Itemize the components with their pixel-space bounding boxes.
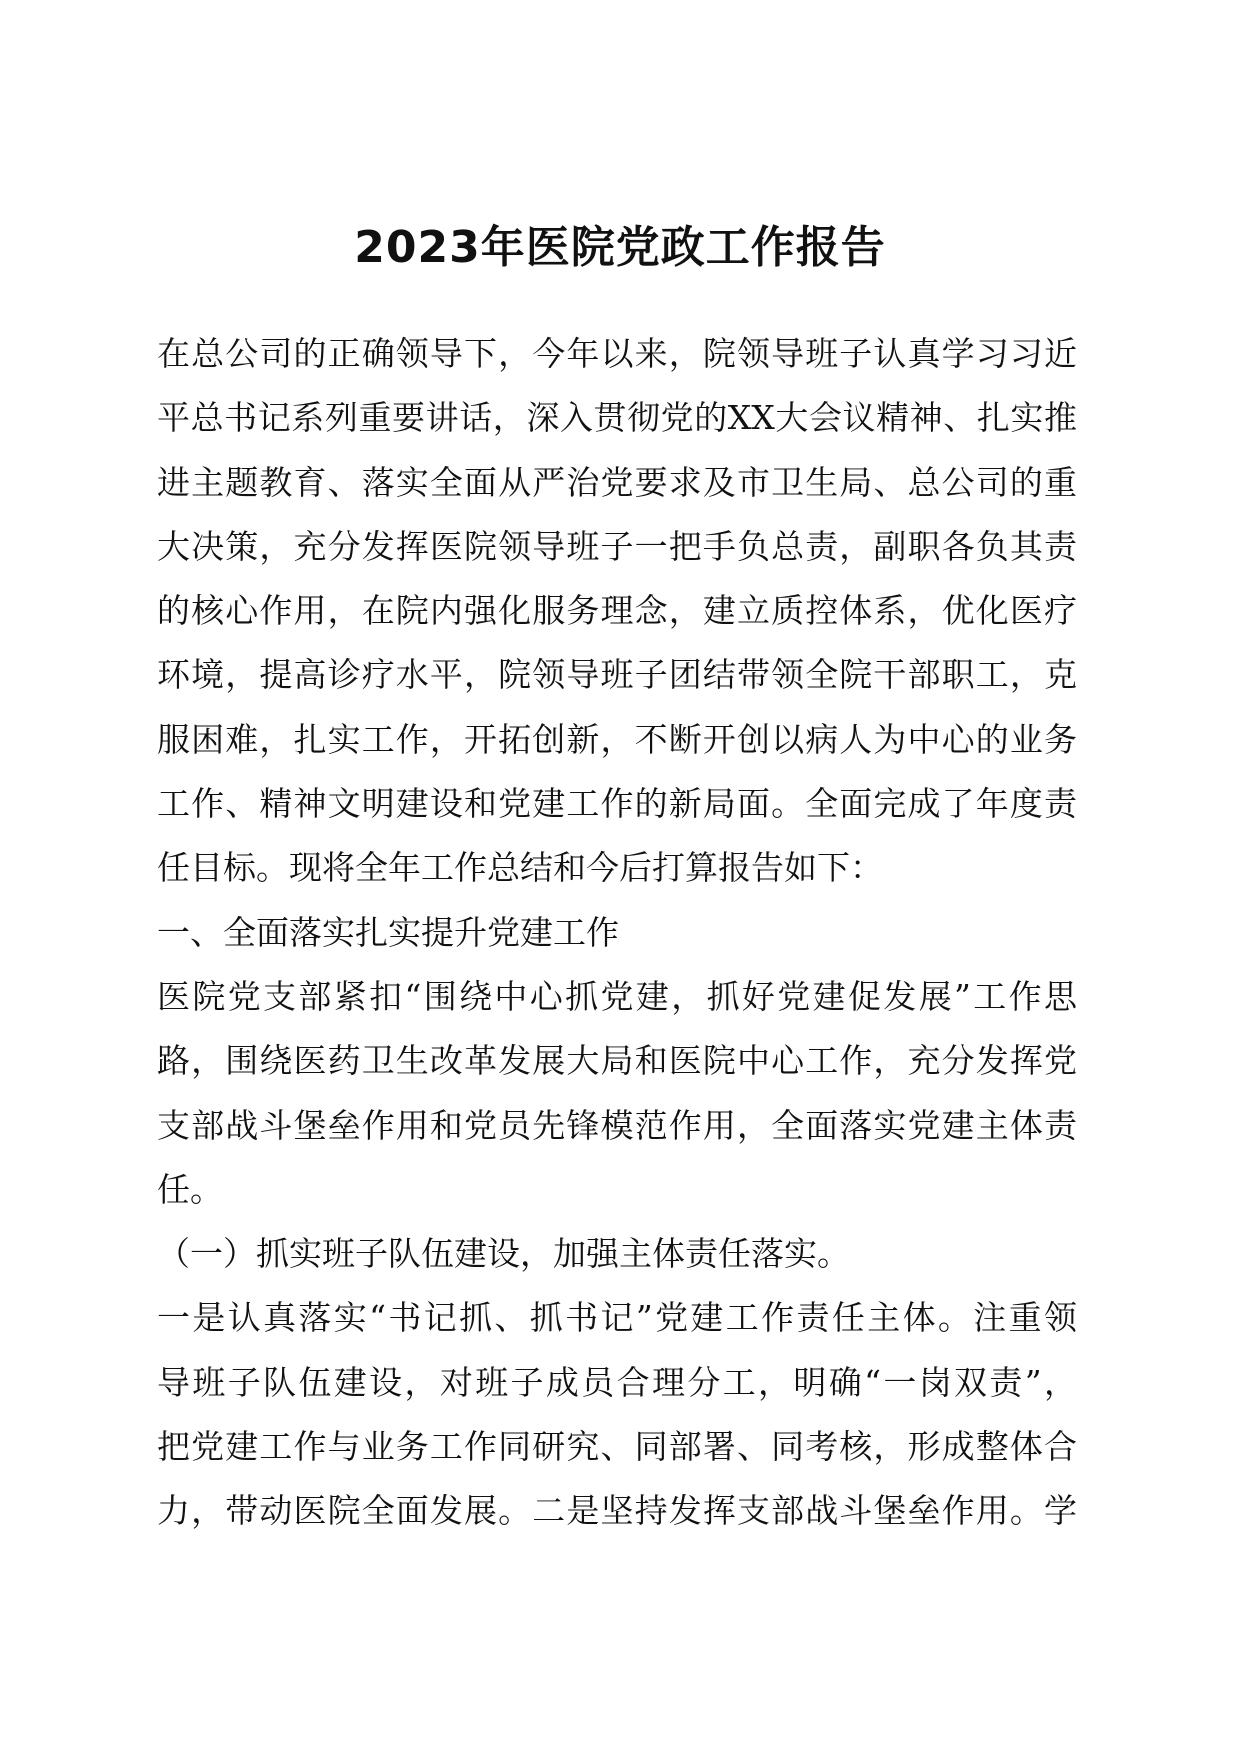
- paragraph-line: 任。: [157, 1169, 223, 1209]
- paragraph-line: 力，带动医院全面发展。二是坚持发挥支部战斗堡垒作用。学: [157, 1491, 1077, 1531]
- paragraph-line: 的核心作用，在院内强化服务理念，建立质控体系，优化医疗: [157, 591, 1077, 631]
- paragraph-line: 在总公司的正确领导下，今年以来，院领导班子认真学习习近: [157, 334, 1077, 373]
- subsection-heading: （一）抓实班子队伍建设，加强主体责任落实。: [157, 1234, 850, 1274]
- paragraph-line: 平总书记系列重要讲话，深入贯彻党的XX大会议精神、扎实推: [157, 398, 1077, 438]
- paragraph-line: 进主题教育、落实全面从严治党要求及市卫生局、总公司的重: [157, 462, 1077, 502]
- paragraph-line: 环境，提高诊疗水平，院领导班子团结带领全院干部职工，克: [157, 655, 1077, 695]
- paragraph-line: 医院党支部紧扣“围绕中心抓党建，抓好党建促发展”工作思: [157, 976, 1077, 1016]
- paragraph-line: 一是认真落实“书记抓、抓书记”党建工作责任主体。注重领: [157, 1298, 1077, 1338]
- document-body: [157, 322, 1077, 1544]
- paragraph-line: 大决策，充分发挥医院领导班子一把手负总责，副职各负其责: [157, 526, 1077, 566]
- paragraph-line: 服困难，扎实工作，开拓创新，不断开创以病人为中心的业务: [157, 719, 1077, 759]
- paragraph-line: 工作、精神文明建设和党建工作的新局面。全面完成了年度责: [157, 784, 1077, 824]
- paragraph-line: 支部战斗堡垒作用和党员先锋模范作用，全面落实党建主体责: [157, 1105, 1077, 1145]
- paragraph-line: 把党建工作与业务工作同研究、同部署、同考核，形成整体合: [157, 1427, 1077, 1467]
- document-title: 2023年医院党政工作报告: [354, 222, 886, 273]
- section-heading: 一、全面落实扎实提升党建工作: [157, 912, 619, 952]
- paragraph-line: 任目标。现将全年工作总结和今后打算报告如下：: [157, 848, 883, 888]
- paragraph-line: 导班子队伍建设，对班子成员合理分工，明确“一岗双责”，: [157, 1362, 1077, 1402]
- paragraph-line: 路，围绕医药卫生改革发展大局和医院中心工作，充分发挥党: [157, 1041, 1077, 1081]
